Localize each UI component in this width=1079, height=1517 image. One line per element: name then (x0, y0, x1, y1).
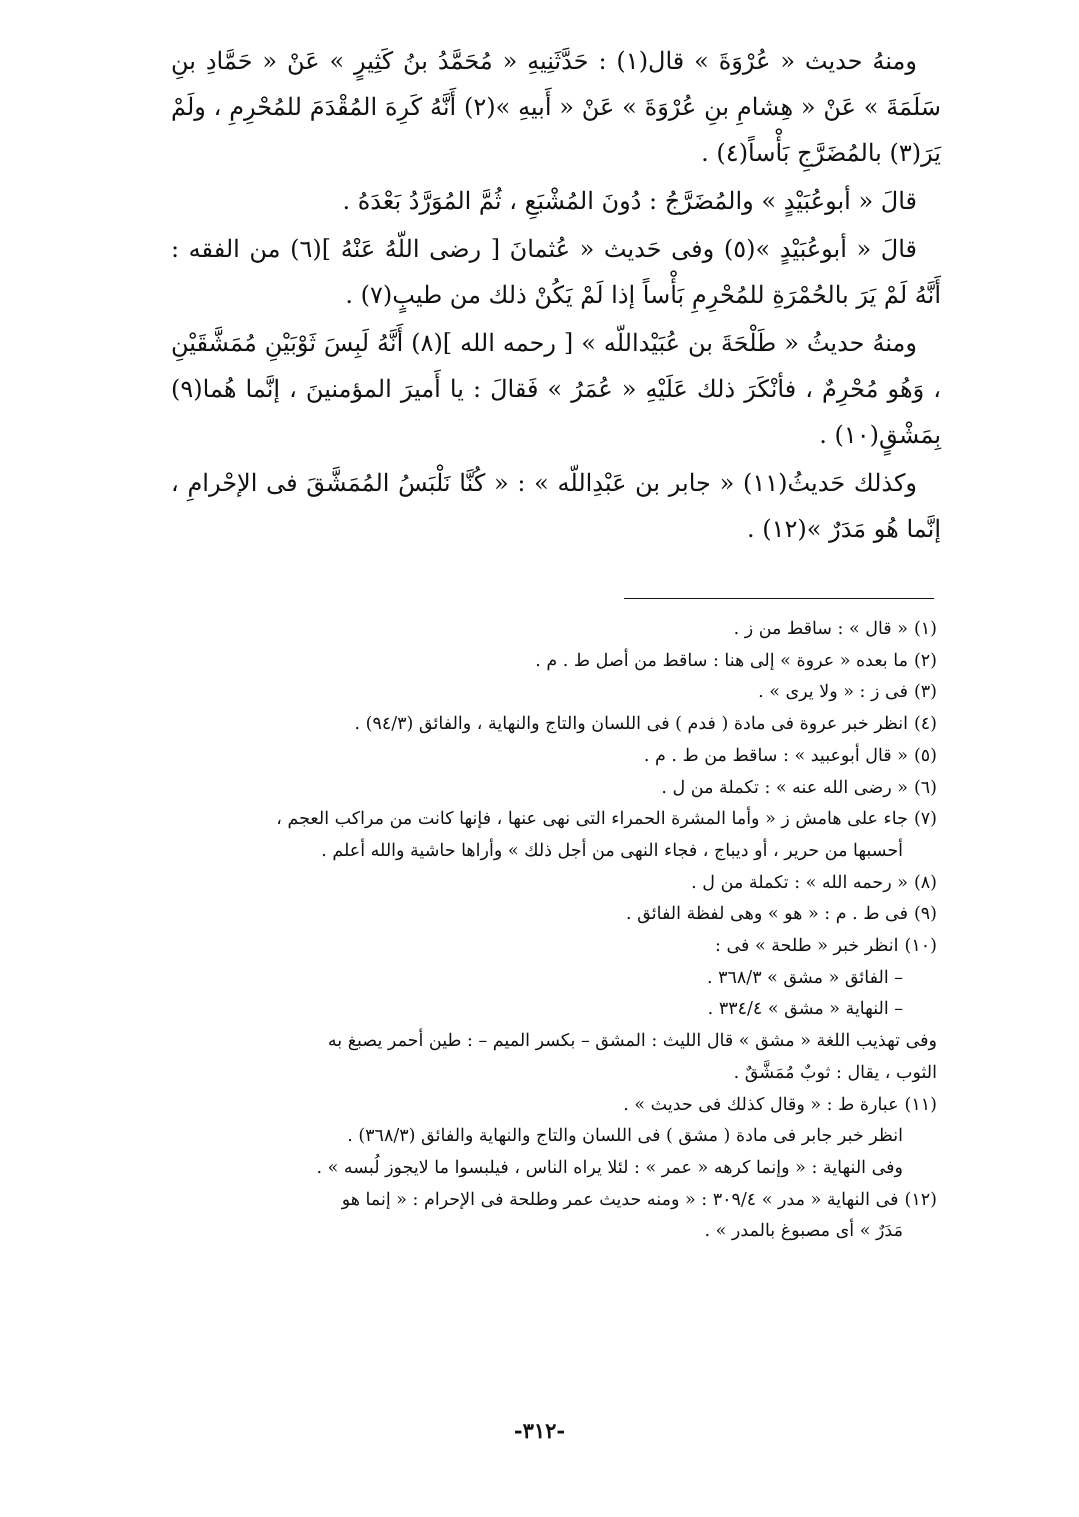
footnote-number: (٤) (913, 714, 937, 735)
footnote-number: (١١) (904, 1094, 937, 1115)
footnote-12-continuation: مَدَرٌ » أى مصبوغ بالمدر » . (704, 1221, 903, 1242)
footnote-7 (167, 804, 937, 836)
footnote-3 (167, 677, 937, 709)
paragraph-1: ومنهُ حديث « عُرْوَةَ » قال(١) : حَدَّثَنِيهِ « مُحَمَّدُ بنُ كَثِيرٍ » عَنْ « حَمَّادِ بنِ سَلَمَةَ » عَنْ « هِشامِ بنِ عُرْوَةَ » عَنْ « أَبيهِ »(٢) أَنَّهُ كَرِهَ المُقْدَمَ للمُحْرِمِ ، ولَمْ يَرَ(٣) بالمُضَرَّجِ بَأْساً(٤) . (171, 47, 941, 167)
footnote-text: فى النهاية « مدر » ٣٠٩/٤ : « ومنه حديث عمر وطلحة فى الإحرام : « إنما هو (341, 1189, 899, 1210)
footnote-10-item-1: – الفائق « مشق » ٣٦٨/٣ . (706, 967, 903, 988)
footnote-9 (167, 899, 937, 931)
paragraph-5: وكذلك حَديثُ(١١) « جابر بن عَبْدِاللّه » : « كُنَّا نَلْبَسُ المُمَشَّقَ فى الإحْرامِ ، إنَّما هُو مَدَرٌ »(١٢) . (171, 469, 941, 543)
footnote-text: ما بعده « عروة » إلى هنا : ساقط من أصل ط . م . (535, 650, 908, 671)
footnotes (167, 614, 937, 1248)
footnote-11-extra-2: وفى النهاية : « وإنما كرهه « عمر » : لئلا يراه الناس ، فيلبسوا ما لايجوز لُبسه » . (316, 1157, 903, 1178)
footnote-text: انظر خبر عروة فى مادة ( فدم ) فى اللسان والتاج والنهاية ، والفائق (٩٤/٣) . (354, 714, 908, 735)
footnote-11 (167, 1090, 937, 1122)
footnote-text: « قال » : ساقط من ز . (733, 619, 908, 639)
footnote-2 (167, 646, 937, 678)
footnote-divider (624, 598, 934, 599)
footnote-number: (٢) (913, 650, 937, 671)
footnote-text: « رحمه الله » : تكملة من ل . (691, 872, 908, 893)
footnote-number: (٨) (913, 872, 937, 893)
footnote-number: (٧) (913, 809, 937, 830)
main-text (171, 38, 941, 554)
footnote-11-extra-1: انظر خبر جابر فى مادة ( مشق ) فى اللسان والتاج والنهاية والفائق (٣٦٨/٣) . (347, 1126, 903, 1147)
footnote-10-item-2: – النهاية « مشق » ٣٣٤/٤ . (707, 999, 903, 1020)
page-number: -٣١٢- (513, 1418, 566, 1443)
footnote-6 (167, 773, 937, 805)
footnote-1 (167, 614, 937, 646)
footnote-text: « قال أبوعبيد » : ساقط من ط . م . (643, 745, 908, 766)
paragraph-3: قالَ « أبوعُبَيْدٍ »(٥) وفى حَديث « عُثمانَ [ رضى اللّهُ عَنْهُ ](٦) من الفقه : أَنَّهُ لَمْ يَرَ بالحُمْرَةِ للمُحْرِمِ بَأْساً إذا لَمْ يَكُنْ ذلك من طيبٍ(٧) . (171, 235, 941, 309)
footnote-text: عبارة ط : « وقال كذلك فى حديث » . (623, 1094, 899, 1115)
footnote-8 (167, 868, 937, 900)
footnote-text: فى ط . م : « هو » وهى لفظة الفائق . (626, 904, 908, 925)
footnote-number: (١٢) (904, 1189, 937, 1210)
footnote-number: (٦) (913, 777, 937, 798)
footnote-number: (٩) (913, 904, 937, 925)
footnote-4 (167, 709, 937, 741)
footnote-number: (١٠) (904, 936, 937, 957)
footnote-10-extra-2: الثوب ، يقال : ثوبٌ مُمَشَّقٌ . (733, 1062, 937, 1083)
footnote-10 (167, 931, 937, 963)
footnote-10-extra-1: وفى تهذيب اللغة « مشق » قال الليث : المشق – بكسر الميم – : طين أحمر يصبغ به (327, 1031, 937, 1052)
footnote-number: (٣) (913, 682, 937, 703)
paragraph-4: ومنهُ حديثُ « طَلْحَةَ بن عُبَيْداللّه » [ رحمه الله ](٨) أَنَّهُ لَبِسَ ثَوْبَيْنِ مُمَشَّقَيْنِ ، وَهُو مُحْرِمٌ ، فأنْكَرَ ذلك عَلَيْهِ « عُمَرُ » فَقالَ : يا أَميرَ المؤمنينَ ، إنَّما هُما(٩) بِمَشْقٍ(١٠) . (171, 329, 941, 449)
footnote-7-continuation: أحسبها من حرير ، أو ديباج ، فجاء النهى من أجل ذلك » وأراها حاشية والله أعلم . (321, 840, 903, 861)
paragraph-2: قالَ « أبوعُبَيْدٍ » والمُضَرَّجُ : دُونَ المُشْبَعِ ، ثُمَّ المُوَرَّدُ بَعْدَهُ . (342, 187, 917, 215)
footnote-number: (١) (913, 619, 937, 639)
footnote-text: فى ز : « ولا يرى » . (758, 682, 908, 703)
footnote-5 (167, 741, 937, 773)
footnote-text: « رضى الله عنه » : تكملة من ل . (661, 777, 908, 798)
footnote-text: انظر خبر « طلحة » فى : (714, 936, 899, 957)
footnote-12 (167, 1185, 937, 1217)
footnote-text: جاء على هامش ز « وأما المشرة الحمراء التى نهى عنها ، فإنها كانت من مراكب العجم ، (276, 809, 908, 830)
footnote-number: (٥) (913, 745, 937, 766)
